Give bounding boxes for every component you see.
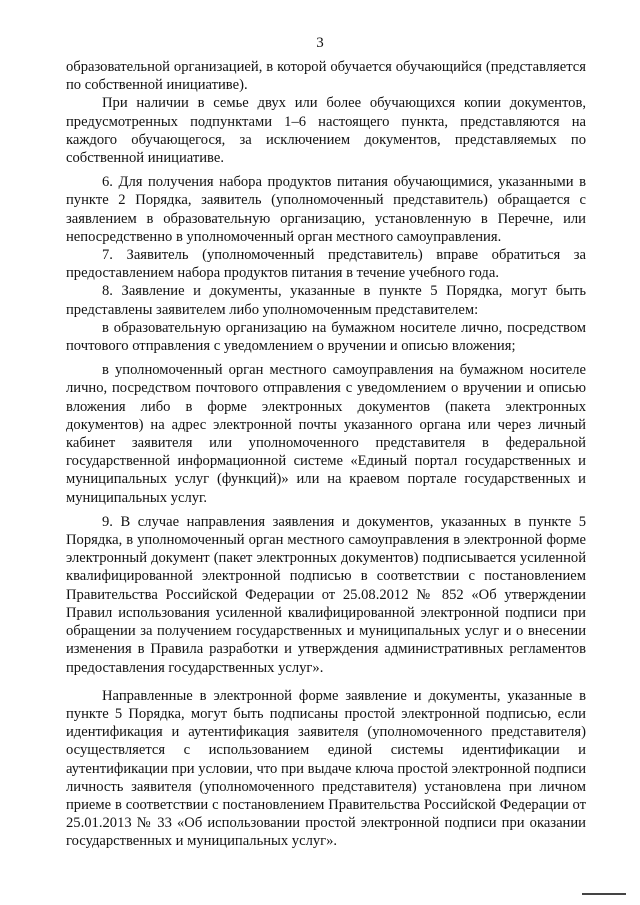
paragraph-item-8-option-2: в уполномоченный орган местного самоуправления на бумажном носителе лично, посредством почтового отправления с уведомлением о вручении и описью вложения либо в форме электронных документов (пакета электронных документов) на адрес электронной почты указанного органа или через личный кабинет заявителя или уполномоченного представителя в федеральной государственной информационной системе «Единый портал государственных и муниципальных услуг (функций)» или на краевом портале государственных и муниципальных услуг. — [66, 362, 586, 506]
paragraph-item-6: 6. Для получения набора продуктов питания обучающимися, указанными в пункте 2 Порядка, заявитель (уполномоченный представитель) обращается с заявлением в образовательную организацию, установленную в Перечне, или непосредственно в уполномоченный орган местного самоуправления. — [66, 174, 586, 245]
paragraph-item-8: 8. Заявление и документы, указанные в пункте 5 Порядка, могут быть представлены заявителем либо уполномоченным представителем: — [66, 283, 586, 318]
paragraph-copies-note: При наличии в семье двух или более обучающихся копии документов, предусмотренных подпунктами 1–6 настоящего пункта, представляются на каждого обучающегося, за исключением документов, представляемых по собственной инициативе. — [66, 95, 586, 167]
paragraph-item-7: 7. Заявитель (уполномоченный представитель) вправе обратиться за предоставлением набора продуктов питания в течение учебного года. — [66, 247, 586, 282]
paragraph-item-8-option-1: в образовательную организацию на бумажном носителе лично, посредством почтового отправления с уведомлением о вручении и описью вложения; — [66, 319, 586, 355]
paragraph-simple-signature: Направленные в электронной форме заявление и документы, указанные в пункте 5 Порядка, могут быть подписаны простой электронной подписью, если идентификация и аутентификация заявителя (уполномоченного представителя) осуществляется с использованием единой системы идентификации и аутентификации при условии, что при выдаче ключа простой электронной подписи личность заявителя (уполномоченного представителя) установлена при личном приеме в соответствии с постановлением Правительства Российской Федерации от 25.01.2013 № 33 «Об использовании простой электронной подписи при оказании государственных и муниципальных услуг». — [66, 687, 586, 850]
paragraph-continuation: образовательной организацией, в которой обучается обучающийся (представляется по собственной инициативе). — [66, 59, 586, 94]
scan-edge-mark — [582, 893, 626, 895]
document-body — [66, 58, 586, 851]
page-number: 3 — [316, 35, 324, 51]
paragraph-item-9: 9. В случае направления заявления и документов, указанных в пункте 5 Порядка, в уполномоченный орган местного самоуправления в электронной форме электронный документ (пакет электронных документов) подписывается усиленной квалифицированной электронной подписью в соответствии с постановлением Правительства Российской Федерации от 25.08.2012 № 852 «Об утверждении Правил использования усиленной квалифицированной электронной подписи при обращении за получением государственных и муниципальных услуг и о внесении изменения в Правила разработки и утверждения административных регламентов предоставления государственных услуг». — [66, 513, 586, 676]
